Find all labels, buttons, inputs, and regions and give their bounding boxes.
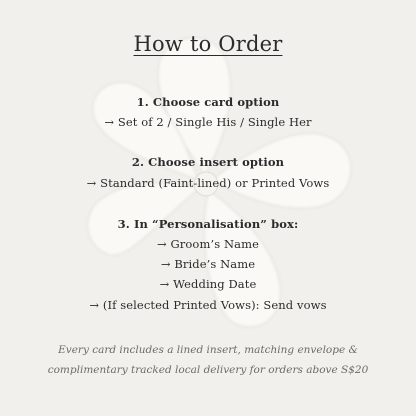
- step-3-heading: 3. In “Personalisation” box:: [117, 217, 299, 231]
- step-3-item: → Groom’s Name: [157, 237, 259, 251]
- footer-note-line: Every card includes a lined insert, matching envelope &: [58, 344, 358, 356]
- step-2-heading: 2. Choose insert option: [131, 155, 285, 169]
- step-3-item: → Wedding Date: [159, 277, 257, 291]
- step-1-item: → Set of 2 / Single His / Single Her: [104, 115, 312, 129]
- step-3-item: → Bride’s Name: [160, 257, 256, 271]
- footer-note-line: complimentary tracked local delivery for orders above S$20: [47, 364, 369, 376]
- step-1-heading: 1. Choose card option: [136, 95, 280, 109]
- page-title: How to Order: [133, 32, 283, 56]
- step-3-item: → (If selected Printed Vows): Send vows: [89, 298, 327, 312]
- step-2-item: → Standard (Faint-lined) or Printed Vows: [86, 176, 330, 190]
